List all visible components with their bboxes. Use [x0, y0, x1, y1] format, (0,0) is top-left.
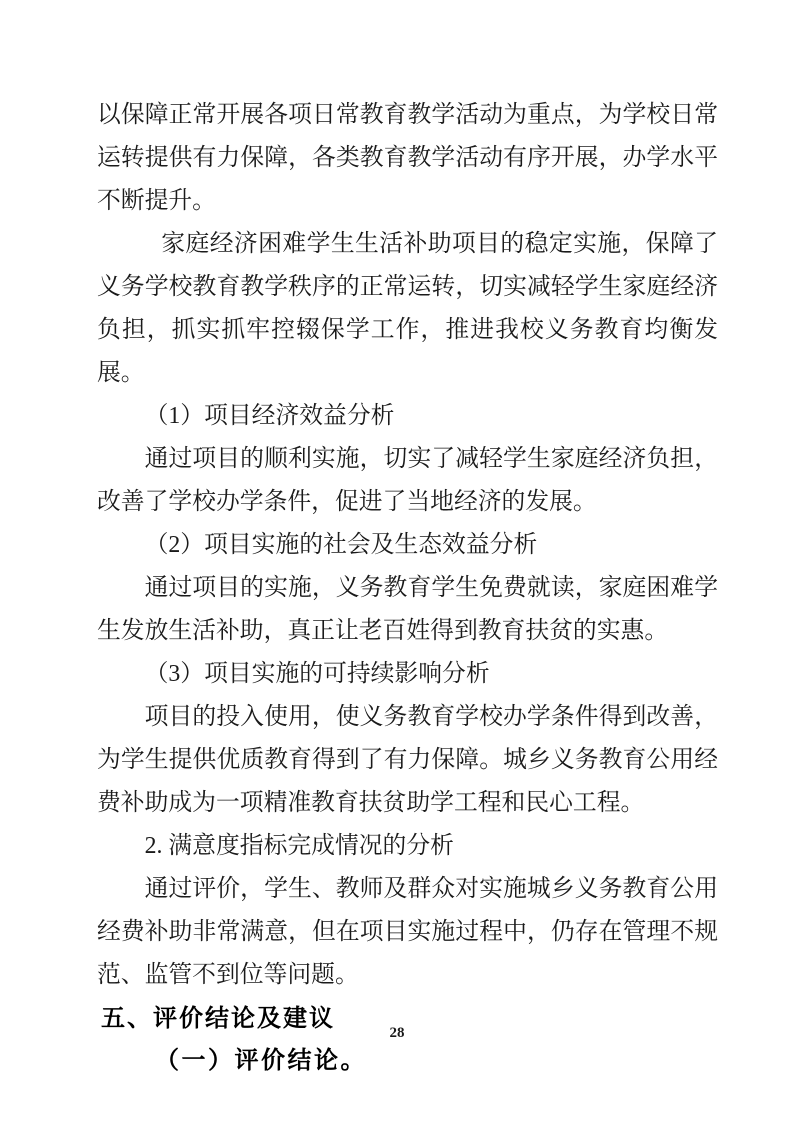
list-item-heading: 2. 满意度指标完成情况的分析 — [144, 833, 454, 859]
body-paragraph: 家庭经济困难学生生活补助项目的稳定实施，保障了义务学校教育教学秩序的正常运转，切实减轻学生家庭经济负担，抓实抓牢控辍保学工作，推进我校义务教育均衡发展。 — [97, 231, 718, 386]
list-item-heading: （3）项目实施的可持续影响分析 — [144, 661, 490, 687]
body-paragraph: 通过项目的实施，义务教育学生免费就读，家庭困难学生发放生活补助，真正让老百姓得到教育扶贫的实惠。 — [97, 575, 718, 644]
body-paragraph: 以保障正常开展各项日常教育教学活动为重点，为学校日常运转提供有力保障，各类教育教学活动有序开展，办学水平不断提升。 — [97, 102, 718, 214]
body-paragraph: 项目的投入使用，使义务教育学校办学条件得到改善，为学生提供优质教育得到了有力保障。城乡义务教育公用经费补助成为一项精准教育扶贫助学工程和民心工程。 — [97, 704, 718, 816]
page-number: 28 — [389, 1025, 405, 1041]
subsection-heading: （一）评价结论。 — [155, 1048, 367, 1074]
body-paragraph: 通过项目的顺利实施，切实了减轻学生家庭经济负担，改善了学校办学条件，促进了当地经济的发展。 — [97, 446, 718, 515]
document-body — [97, 94, 718, 1083]
list-item-heading: （1）项目经济效益分析 — [144, 403, 395, 429]
body-paragraph: 通过评价，学生、教师及群众对实施城乡义务教育公用经费补助非常满意，但在项目实施过程中，仍存在管理不规范、监管不到位等问题。 — [97, 876, 718, 988]
list-item-heading: （2）项目实施的社会及生态效益分析 — [144, 532, 538, 558]
section-heading: 五、评价结论及建议 — [101, 1005, 335, 1032]
page-footer — [0, 1024, 794, 1042]
